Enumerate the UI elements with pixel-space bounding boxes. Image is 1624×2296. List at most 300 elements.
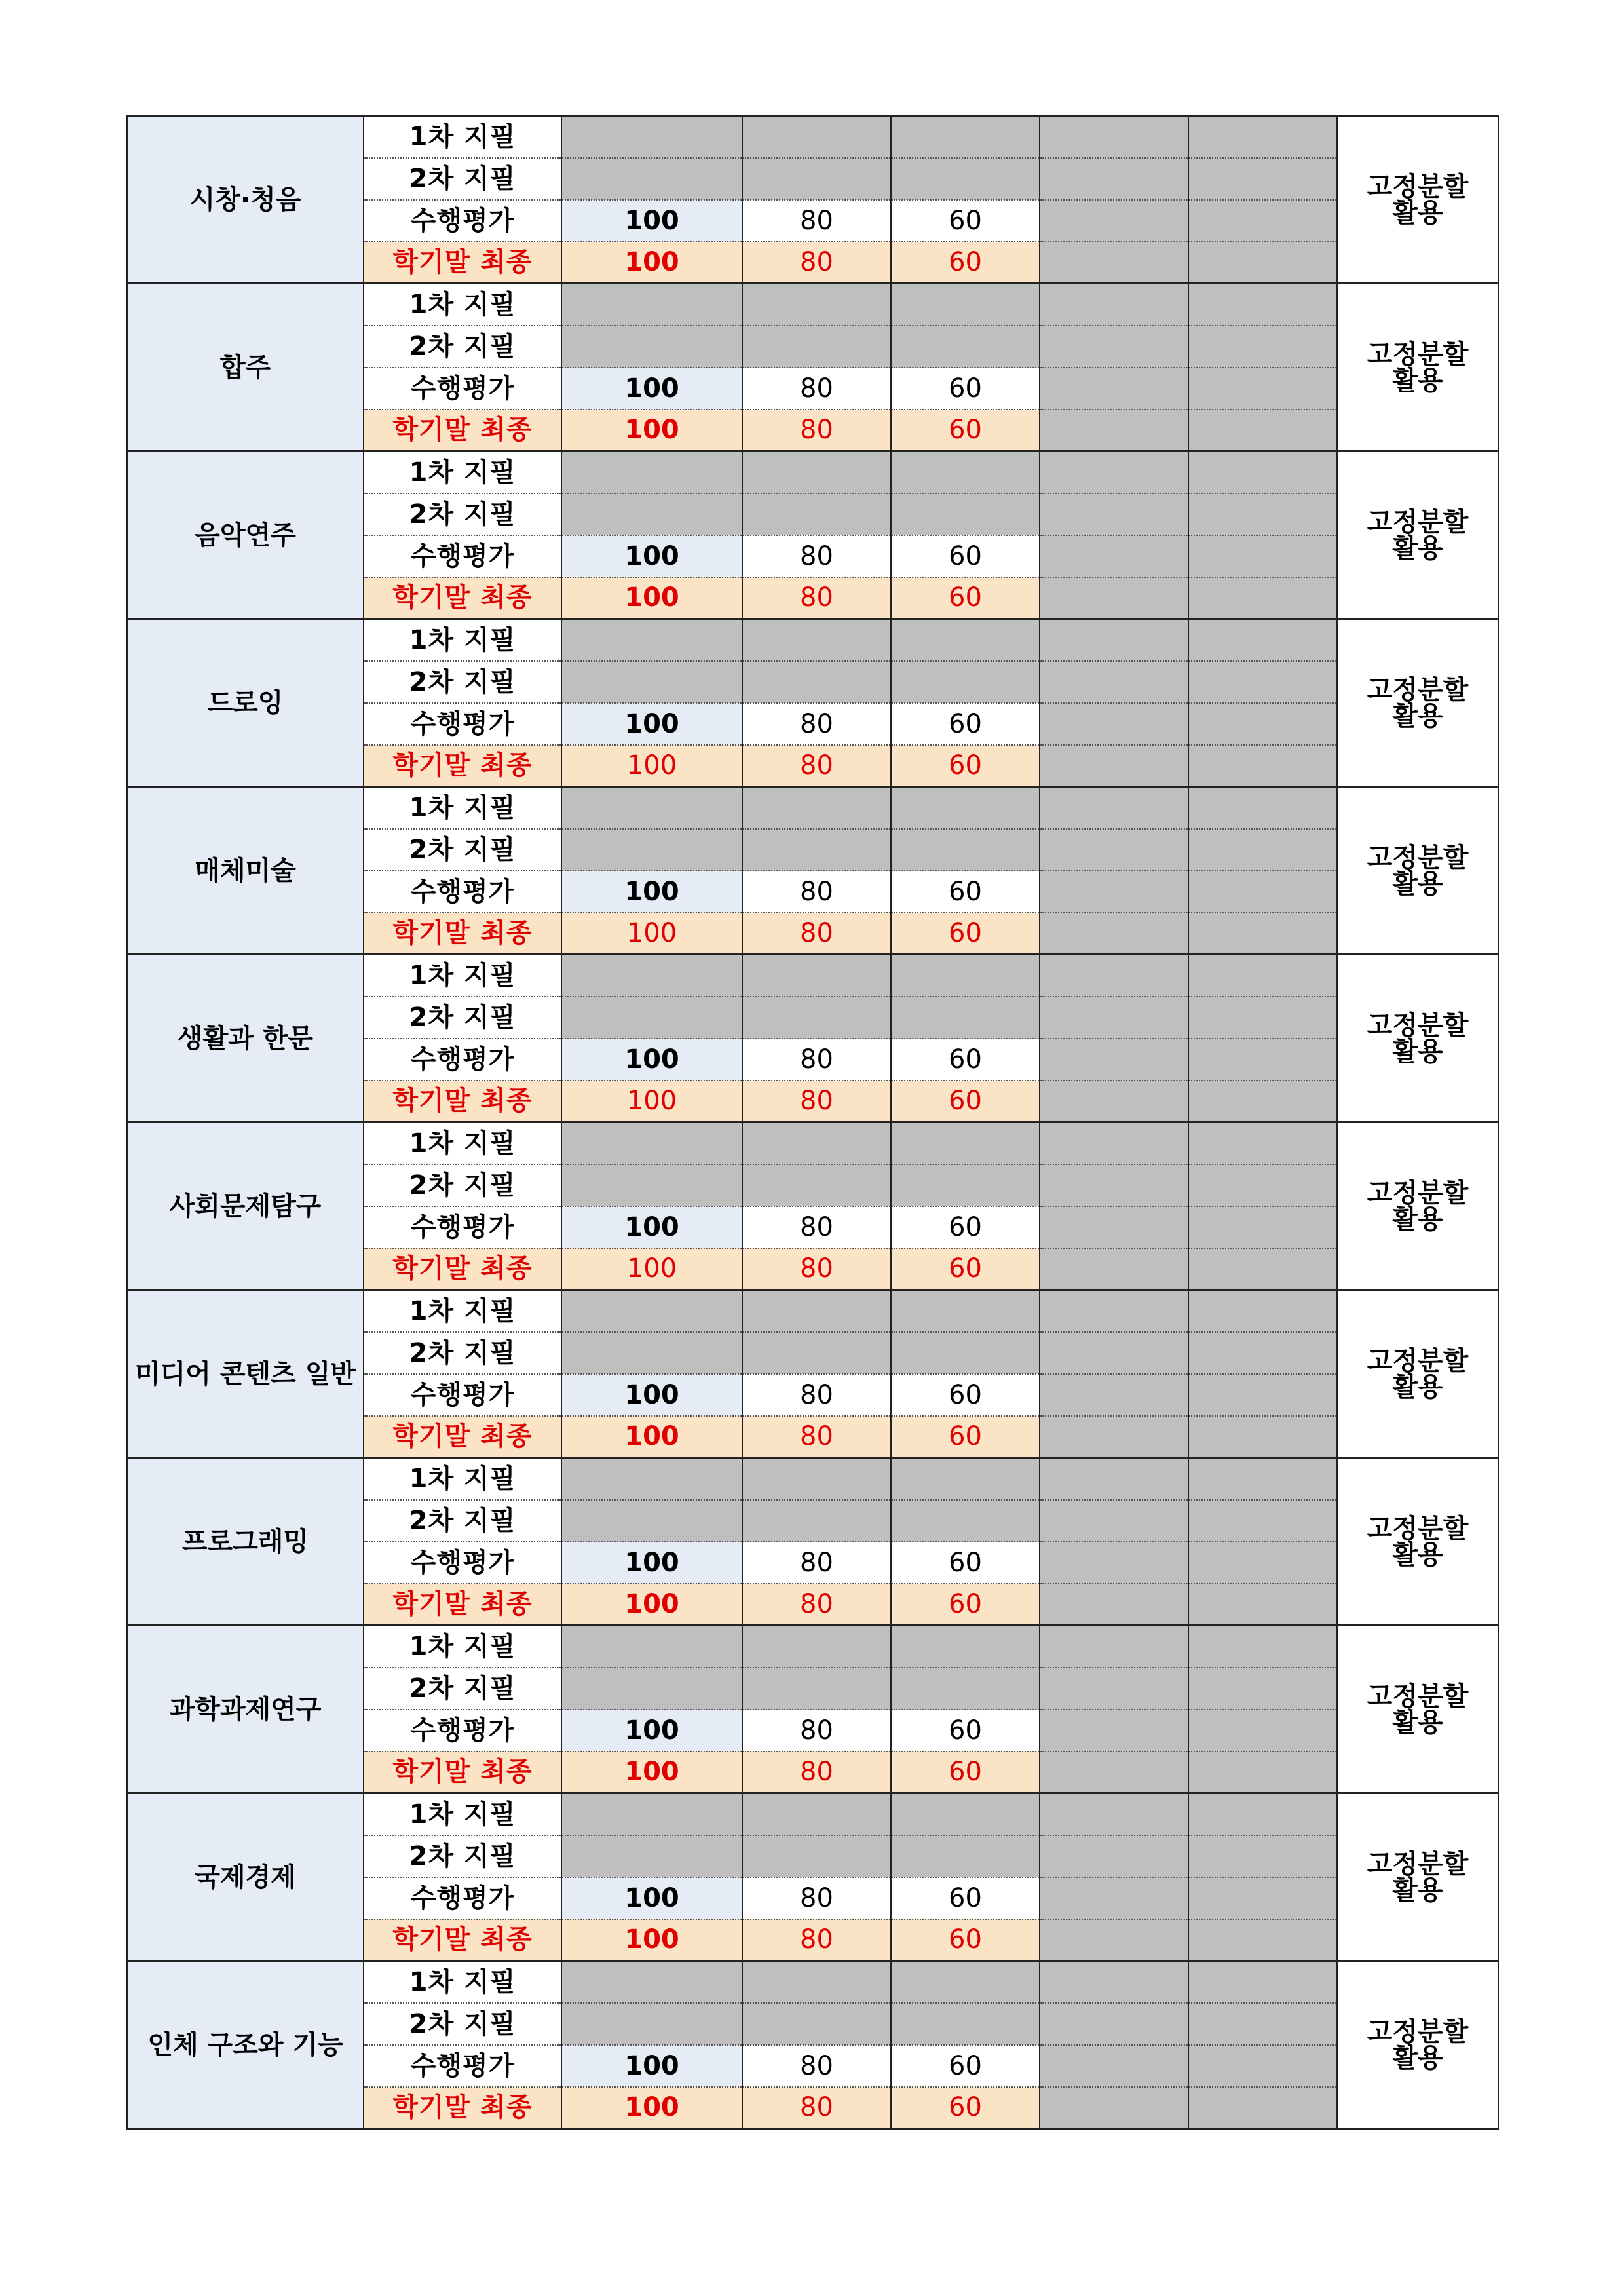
empty-cell bbox=[1188, 1793, 1337, 1835]
empty-cell bbox=[1188, 1081, 1337, 1122]
grade-table bbox=[126, 115, 1499, 2130]
empty-cell bbox=[891, 955, 1040, 997]
allocation-note-line: 고정분할 bbox=[1367, 842, 1469, 873]
subject-name: 시창·청음 bbox=[127, 116, 364, 284]
final-score-c: 60 bbox=[891, 745, 1040, 787]
empty-cell bbox=[742, 1961, 891, 2003]
row-label-first-exam: 1차 지필 bbox=[364, 1961, 561, 2003]
empty-cell bbox=[1040, 1626, 1188, 1668]
final-score-a: 100 bbox=[561, 1751, 742, 1793]
empty-cell bbox=[1188, 451, 1337, 493]
score-a: 100 bbox=[561, 703, 742, 745]
table-row bbox=[127, 116, 1498, 158]
final-score-a: 100 bbox=[561, 1584, 742, 1626]
empty-cell bbox=[561, 326, 742, 368]
empty-cell bbox=[561, 493, 742, 535]
final-score-a: 100 bbox=[561, 1248, 742, 1290]
row-label-performance: 수행평가 bbox=[364, 535, 561, 577]
empty-cell bbox=[1188, 1961, 1337, 2003]
empty-cell bbox=[742, 1332, 891, 1374]
row-label-final: 학기말 최종 bbox=[364, 1919, 561, 1961]
empty-cell bbox=[891, 284, 1040, 326]
empty-cell bbox=[891, 158, 1040, 200]
empty-cell bbox=[742, 1122, 891, 1164]
row-label-second-exam: 2차 지필 bbox=[364, 493, 561, 535]
allocation-note-line: 고정분할 bbox=[1367, 171, 1469, 202]
empty-cell bbox=[891, 787, 1040, 829]
empty-cell bbox=[1188, 1710, 1337, 1751]
score-c: 60 bbox=[891, 871, 1040, 913]
subject-name: 생활과 한문 bbox=[127, 955, 364, 1122]
allocation-note-line: 고정분할 bbox=[1367, 507, 1469, 537]
empty-cell bbox=[1040, 1500, 1188, 1542]
empty-cell bbox=[1040, 997, 1188, 1039]
row-label-final: 학기말 최종 bbox=[364, 745, 561, 787]
row-label-second-exam: 2차 지필 bbox=[364, 2003, 561, 2045]
empty-cell bbox=[561, 661, 742, 703]
row-label-second-exam: 2차 지필 bbox=[364, 661, 561, 703]
score-c: 60 bbox=[891, 1039, 1040, 1081]
row-label-first-exam: 1차 지필 bbox=[364, 116, 561, 158]
table-row bbox=[127, 619, 1498, 661]
empty-cell bbox=[1188, 1374, 1337, 1416]
row-label-final: 학기말 최종 bbox=[364, 1248, 561, 1290]
row-label-first-exam: 1차 지필 bbox=[364, 451, 561, 493]
empty-cell bbox=[1040, 368, 1188, 410]
empty-cell bbox=[1040, 745, 1188, 787]
empty-cell bbox=[742, 1500, 891, 1542]
row-label-first-exam: 1차 지필 bbox=[364, 1290, 561, 1332]
allocation-note bbox=[1337, 1290, 1498, 1458]
empty-cell bbox=[1040, 787, 1188, 829]
empty-cell bbox=[891, 1793, 1040, 1835]
empty-cell bbox=[1188, 1122, 1337, 1164]
empty-cell bbox=[1040, 2087, 1188, 2129]
final-score-c: 60 bbox=[891, 1248, 1040, 1290]
allocation-note bbox=[1337, 619, 1498, 787]
final-score-b: 80 bbox=[742, 410, 891, 451]
allocation-note-line: 활용 bbox=[1392, 1036, 1443, 1067]
score-a: 100 bbox=[561, 200, 742, 242]
empty-cell bbox=[891, 1164, 1040, 1206]
allocation-note-line: 활용 bbox=[1392, 868, 1443, 899]
score-a: 100 bbox=[561, 1039, 742, 1081]
empty-cell bbox=[1188, 829, 1337, 871]
empty-cell bbox=[561, 1290, 742, 1332]
empty-cell bbox=[1188, 410, 1337, 451]
allocation-note-line: 고정분할 bbox=[1367, 674, 1469, 705]
empty-cell bbox=[891, 619, 1040, 661]
score-c: 60 bbox=[891, 703, 1040, 745]
empty-cell bbox=[1188, 2087, 1337, 2129]
score-b: 80 bbox=[742, 535, 891, 577]
final-score-b: 80 bbox=[742, 745, 891, 787]
empty-cell bbox=[1040, 493, 1188, 535]
empty-cell bbox=[742, 661, 891, 703]
score-b: 80 bbox=[742, 1374, 891, 1416]
empty-cell bbox=[1040, 2003, 1188, 2045]
row-label-final: 학기말 최종 bbox=[364, 1081, 561, 1122]
empty-cell bbox=[1188, 368, 1337, 410]
empty-cell bbox=[561, 2003, 742, 2045]
empty-cell bbox=[1040, 410, 1188, 451]
empty-cell bbox=[561, 1500, 742, 1542]
score-c: 60 bbox=[891, 200, 1040, 242]
row-label-final: 학기말 최종 bbox=[364, 1416, 561, 1458]
empty-cell bbox=[1188, 1458, 1337, 1500]
empty-cell bbox=[742, 1164, 891, 1206]
empty-cell bbox=[1040, 1122, 1188, 1164]
empty-cell bbox=[891, 2003, 1040, 2045]
subject-name: 프로그래밍 bbox=[127, 1458, 364, 1626]
empty-cell bbox=[1188, 242, 1337, 284]
empty-cell bbox=[891, 1668, 1040, 1710]
empty-cell bbox=[1040, 703, 1188, 745]
final-score-b: 80 bbox=[742, 1081, 891, 1122]
empty-cell bbox=[1188, 1248, 1337, 1290]
row-label-performance: 수행평가 bbox=[364, 703, 561, 745]
score-c: 60 bbox=[891, 2045, 1040, 2087]
final-score-b: 80 bbox=[742, 1751, 891, 1793]
empty-cell bbox=[1040, 619, 1188, 661]
empty-cell bbox=[1040, 2045, 1188, 2087]
empty-cell bbox=[1188, 1751, 1337, 1793]
row-label-final: 학기말 최종 bbox=[364, 2087, 561, 2129]
empty-cell bbox=[1188, 787, 1337, 829]
table-row bbox=[127, 1122, 1498, 1164]
row-label-second-exam: 2차 지필 bbox=[364, 158, 561, 200]
empty-cell bbox=[1040, 1458, 1188, 1500]
empty-cell bbox=[561, 997, 742, 1039]
row-label-performance: 수행평가 bbox=[364, 1374, 561, 1416]
final-score-c: 60 bbox=[891, 1584, 1040, 1626]
table-row bbox=[127, 1458, 1498, 1500]
allocation-note-line: 고정분할 bbox=[1367, 339, 1469, 370]
empty-cell bbox=[1040, 242, 1188, 284]
score-b: 80 bbox=[742, 368, 891, 410]
empty-cell bbox=[1188, 1835, 1337, 1877]
allocation-note bbox=[1337, 1458, 1498, 1626]
table-row bbox=[127, 284, 1498, 326]
final-score-b: 80 bbox=[742, 1919, 891, 1961]
row-label-second-exam: 2차 지필 bbox=[364, 1164, 561, 1206]
score-a: 100 bbox=[561, 1542, 742, 1584]
final-score-c: 60 bbox=[891, 1751, 1040, 1793]
empty-cell bbox=[742, 493, 891, 535]
empty-cell bbox=[1040, 1248, 1188, 1290]
final-score-c: 60 bbox=[891, 1416, 1040, 1458]
table-row bbox=[127, 787, 1498, 829]
score-b: 80 bbox=[742, 871, 891, 913]
final-score-a: 100 bbox=[561, 1919, 742, 1961]
empty-cell bbox=[742, 1793, 891, 1835]
empty-cell bbox=[1040, 661, 1188, 703]
subject-name: 음악연주 bbox=[127, 451, 364, 619]
empty-cell bbox=[891, 1500, 1040, 1542]
empty-cell bbox=[1040, 913, 1188, 955]
empty-cell bbox=[891, 1332, 1040, 1374]
empty-cell bbox=[1040, 1081, 1188, 1122]
empty-cell bbox=[1188, 577, 1337, 619]
score-b: 80 bbox=[742, 2045, 891, 2087]
empty-cell bbox=[1040, 326, 1188, 368]
allocation-note-line: 활용 bbox=[1392, 700, 1443, 731]
final-score-b: 80 bbox=[742, 1416, 891, 1458]
empty-cell bbox=[1040, 1668, 1188, 1710]
score-a: 100 bbox=[561, 535, 742, 577]
score-a: 100 bbox=[561, 1374, 742, 1416]
empty-cell bbox=[742, 1458, 891, 1500]
subject-name: 과학과제연구 bbox=[127, 1626, 364, 1793]
row-label-performance: 수행평가 bbox=[364, 871, 561, 913]
row-label-second-exam: 2차 지필 bbox=[364, 326, 561, 368]
empty-cell bbox=[1040, 1374, 1188, 1416]
subject-name: 미디어 콘텐츠 일반 bbox=[127, 1290, 364, 1458]
empty-cell bbox=[1188, 1500, 1337, 1542]
empty-cell bbox=[1040, 451, 1188, 493]
empty-cell bbox=[1040, 871, 1188, 913]
row-label-performance: 수행평가 bbox=[364, 1206, 561, 1248]
empty-cell bbox=[1040, 829, 1188, 871]
empty-cell bbox=[561, 955, 742, 997]
allocation-note-line: 활용 bbox=[1392, 1371, 1443, 1402]
empty-cell bbox=[561, 1122, 742, 1164]
empty-cell bbox=[1188, 1164, 1337, 1206]
empty-cell bbox=[561, 1668, 742, 1710]
final-score-a: 100 bbox=[561, 1416, 742, 1458]
empty-cell bbox=[1188, 284, 1337, 326]
empty-cell bbox=[742, 326, 891, 368]
empty-cell bbox=[1040, 1290, 1188, 1332]
allocation-note-line: 고정분할 bbox=[1367, 1681, 1469, 1712]
empty-cell bbox=[1188, 1290, 1337, 1332]
score-a: 100 bbox=[561, 871, 742, 913]
allocation-note bbox=[1337, 1626, 1498, 1793]
empty-cell bbox=[561, 1332, 742, 1374]
empty-cell bbox=[891, 1458, 1040, 1500]
empty-cell bbox=[891, 997, 1040, 1039]
empty-cell bbox=[1040, 284, 1188, 326]
empty-cell bbox=[1188, 1584, 1337, 1626]
subject-name: 드로잉 bbox=[127, 619, 364, 787]
empty-cell bbox=[1040, 955, 1188, 997]
empty-cell bbox=[1188, 1668, 1337, 1710]
score-a: 100 bbox=[561, 1206, 742, 1248]
score-c: 60 bbox=[891, 1877, 1040, 1919]
row-label-final: 학기말 최종 bbox=[364, 242, 561, 284]
row-label-first-exam: 1차 지필 bbox=[364, 1458, 561, 1500]
empty-cell bbox=[891, 829, 1040, 871]
final-score-a: 100 bbox=[561, 242, 742, 284]
empty-cell bbox=[1040, 1793, 1188, 1835]
score-b: 80 bbox=[742, 1542, 891, 1584]
empty-cell bbox=[891, 1122, 1040, 1164]
empty-cell bbox=[1188, 1206, 1337, 1248]
empty-cell bbox=[891, 1835, 1040, 1877]
row-label-first-exam: 1차 지필 bbox=[364, 955, 561, 997]
row-label-first-exam: 1차 지필 bbox=[364, 619, 561, 661]
row-label-second-exam: 2차 지필 bbox=[364, 1332, 561, 1374]
empty-cell bbox=[561, 284, 742, 326]
row-label-performance: 수행평가 bbox=[364, 1877, 561, 1919]
score-c: 60 bbox=[891, 535, 1040, 577]
row-label-performance: 수행평가 bbox=[364, 2045, 561, 2087]
empty-cell bbox=[561, 1458, 742, 1500]
empty-cell bbox=[742, 955, 891, 997]
empty-cell bbox=[1040, 535, 1188, 577]
final-score-c: 60 bbox=[891, 2087, 1040, 2129]
empty-cell bbox=[1040, 1206, 1188, 1248]
empty-cell bbox=[891, 1290, 1040, 1332]
empty-cell bbox=[891, 661, 1040, 703]
score-b: 80 bbox=[742, 1877, 891, 1919]
score-b: 80 bbox=[742, 1710, 891, 1751]
allocation-note bbox=[1337, 116, 1498, 284]
allocation-note bbox=[1337, 451, 1498, 619]
empty-cell bbox=[742, 997, 891, 1039]
final-score-a: 100 bbox=[561, 410, 742, 451]
empty-cell bbox=[1040, 1919, 1188, 1961]
row-label-first-exam: 1차 지필 bbox=[364, 284, 561, 326]
empty-cell bbox=[1040, 1584, 1188, 1626]
empty-cell bbox=[1040, 116, 1188, 158]
final-score-b: 80 bbox=[742, 242, 891, 284]
score-c: 60 bbox=[891, 1542, 1040, 1584]
empty-cell bbox=[742, 1668, 891, 1710]
score-b: 80 bbox=[742, 1206, 891, 1248]
empty-cell bbox=[561, 451, 742, 493]
row-label-first-exam: 1차 지필 bbox=[364, 1122, 561, 1164]
allocation-note-line: 활용 bbox=[1392, 1707, 1443, 1738]
empty-cell bbox=[1040, 1961, 1188, 2003]
row-label-performance: 수행평가 bbox=[364, 1542, 561, 1584]
final-score-c: 60 bbox=[891, 1919, 1040, 1961]
empty-cell bbox=[1040, 1416, 1188, 1458]
empty-cell bbox=[891, 493, 1040, 535]
empty-cell bbox=[1188, 1626, 1337, 1668]
allocation-note-line: 고정분할 bbox=[1367, 1010, 1469, 1041]
empty-cell bbox=[561, 1164, 742, 1206]
empty-cell bbox=[561, 1835, 742, 1877]
allocation-note-line: 고정분할 bbox=[1367, 1177, 1469, 1208]
empty-cell bbox=[1188, 1332, 1337, 1374]
final-score-a: 100 bbox=[561, 2087, 742, 2129]
row-label-first-exam: 1차 지필 bbox=[364, 787, 561, 829]
empty-cell bbox=[561, 829, 742, 871]
empty-cell bbox=[1188, 200, 1337, 242]
final-score-b: 80 bbox=[742, 1584, 891, 1626]
final-score-a: 100 bbox=[561, 577, 742, 619]
allocation-note-line: 활용 bbox=[1392, 1875, 1443, 1905]
score-c: 60 bbox=[891, 1710, 1040, 1751]
row-label-first-exam: 1차 지필 bbox=[364, 1626, 561, 1668]
empty-cell bbox=[1188, 1919, 1337, 1961]
empty-cell bbox=[742, 1626, 891, 1668]
row-label-second-exam: 2차 지필 bbox=[364, 829, 561, 871]
empty-cell bbox=[1188, 745, 1337, 787]
allocation-note-line: 활용 bbox=[1392, 2042, 1443, 2073]
allocation-note-line: 고정분할 bbox=[1367, 1848, 1469, 1879]
allocation-note-line: 활용 bbox=[1392, 197, 1443, 228]
empty-cell bbox=[742, 1290, 891, 1332]
final-score-a: 100 bbox=[561, 1081, 742, 1122]
final-score-c: 60 bbox=[891, 1081, 1040, 1122]
table-row bbox=[127, 1626, 1498, 1668]
final-score-b: 80 bbox=[742, 913, 891, 955]
empty-cell bbox=[1040, 1751, 1188, 1793]
empty-cell bbox=[742, 116, 891, 158]
allocation-note bbox=[1337, 955, 1498, 1122]
empty-cell bbox=[742, 1835, 891, 1877]
row-label-final: 학기말 최종 bbox=[364, 913, 561, 955]
allocation-note bbox=[1337, 1122, 1498, 1290]
final-score-b: 80 bbox=[742, 1248, 891, 1290]
empty-cell bbox=[1040, 1542, 1188, 1584]
score-a: 100 bbox=[561, 1710, 742, 1751]
score-a: 100 bbox=[561, 2045, 742, 2087]
empty-cell bbox=[742, 2003, 891, 2045]
allocation-note-line: 활용 bbox=[1392, 365, 1443, 396]
score-a: 100 bbox=[561, 1877, 742, 1919]
allocation-note-line: 활용 bbox=[1392, 533, 1443, 564]
empty-cell bbox=[1040, 1877, 1188, 1919]
empty-cell bbox=[1188, 1416, 1337, 1458]
empty-cell bbox=[1188, 326, 1337, 368]
empty-cell bbox=[742, 787, 891, 829]
empty-cell bbox=[561, 1961, 742, 2003]
final-score-c: 60 bbox=[891, 242, 1040, 284]
empty-cell bbox=[1040, 1164, 1188, 1206]
empty-cell bbox=[561, 619, 742, 661]
subject-name: 국제경제 bbox=[127, 1793, 364, 1961]
row-label-final: 학기말 최종 bbox=[364, 1751, 561, 1793]
allocation-note bbox=[1337, 787, 1498, 955]
empty-cell bbox=[561, 158, 742, 200]
row-label-performance: 수행평가 bbox=[364, 1710, 561, 1751]
table-row bbox=[127, 1290, 1498, 1332]
allocation-note bbox=[1337, 1961, 1498, 2129]
empty-cell bbox=[891, 116, 1040, 158]
row-label-final: 학기말 최종 bbox=[364, 577, 561, 619]
row-label-final: 학기말 최종 bbox=[364, 1584, 561, 1626]
final-score-a: 100 bbox=[561, 745, 742, 787]
allocation-note bbox=[1337, 1793, 1498, 1961]
empty-cell bbox=[561, 116, 742, 158]
table-row bbox=[127, 1793, 1498, 1835]
row-label-second-exam: 2차 지필 bbox=[364, 1500, 561, 1542]
subject-name: 사회문제탐구 bbox=[127, 1122, 364, 1290]
allocation-note-line: 고정분할 bbox=[1367, 2016, 1469, 2047]
score-c: 60 bbox=[891, 1206, 1040, 1248]
row-label-second-exam: 2차 지필 bbox=[364, 997, 561, 1039]
empty-cell bbox=[1188, 116, 1337, 158]
empty-cell bbox=[1188, 703, 1337, 745]
empty-cell bbox=[561, 1793, 742, 1835]
empty-cell bbox=[1040, 200, 1188, 242]
subject-name: 매체미술 bbox=[127, 787, 364, 955]
empty-cell bbox=[1188, 493, 1337, 535]
empty-cell bbox=[742, 158, 891, 200]
empty-cell bbox=[1040, 577, 1188, 619]
empty-cell bbox=[742, 829, 891, 871]
empty-cell bbox=[1188, 158, 1337, 200]
allocation-note-line: 고정분할 bbox=[1367, 1513, 1469, 1544]
empty-cell bbox=[1040, 1835, 1188, 1877]
empty-cell bbox=[1188, 871, 1337, 913]
score-a: 100 bbox=[561, 368, 742, 410]
empty-cell bbox=[1040, 1039, 1188, 1081]
row-label-performance: 수행평가 bbox=[364, 1039, 561, 1081]
